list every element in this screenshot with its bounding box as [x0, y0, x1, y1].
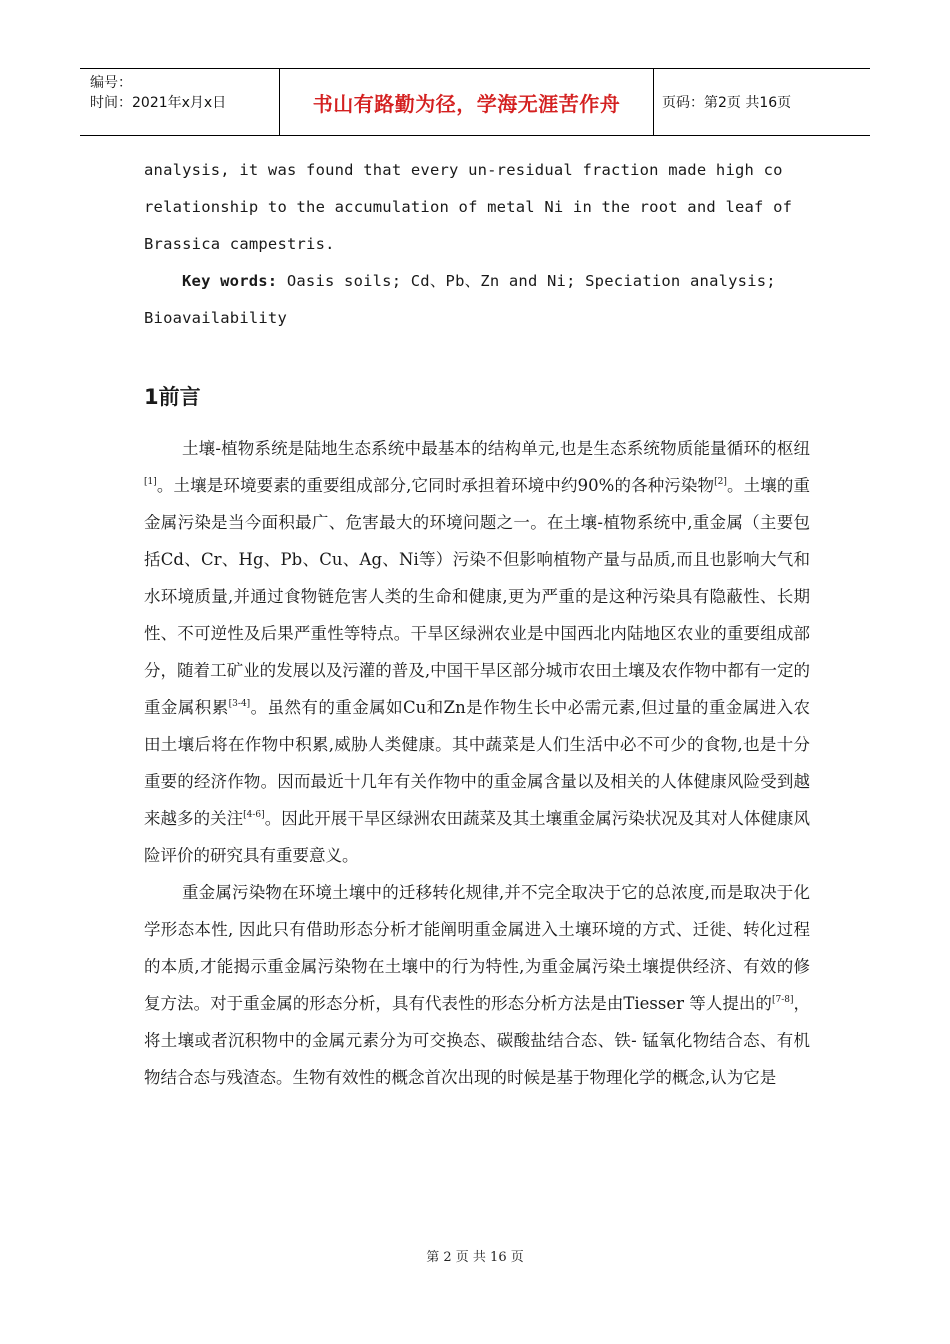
citation-2: [2] — [714, 477, 727, 487]
citation-5: [7-8] — [771, 995, 794, 1005]
page-footer: 第 2 页 共 16 页 — [426, 1250, 524, 1265]
p2-text-b: ，将土壤或者沉积物中的金属元素分为可交换态、碳酸盐结合态、铁- 锰氧化物结合态、有机物结合态与残渣态。生物有效性的概念首次出现的时候是基于物理化学的概念,认为它是 — [144, 994, 810, 1087]
abstract-line-3: Brassica campestris. — [144, 235, 335, 253]
keywords-line — [144, 263, 810, 300]
paragraph-speciation — [144, 874, 810, 1096]
header-motto: 书山有路勤为径，学海无涯苦作舟 — [280, 69, 654, 135]
header-meta — [80, 69, 280, 135]
p1-text-e: 。因此开展干旱区绿洲农田蔬菜及其土壤重金属污染状况及其对人体健康风险评价的研究具有重要意义。 — [144, 809, 811, 865]
header-number-label: 编号： — [90, 75, 132, 91]
header-date-label: 时间：2021年x月x日 — [90, 95, 227, 111]
abstract-line-1: analysis, it was found that every un-residual fraction made high co — [144, 161, 783, 179]
page-header — [80, 68, 870, 136]
abstract-line-2: relationship to the accumulation of metal Ni in the root and leaf of — [144, 198, 793, 216]
section-heading: 1前言 — [144, 385, 201, 409]
keywords-text: Oasis soils; Cd、Pb、Zn and Ni; Speciation analysis; — [277, 272, 776, 290]
citation-1: [1] — [144, 477, 157, 487]
citation-4: [4-6] — [243, 810, 265, 820]
citation-3: [3-4] — [228, 699, 251, 709]
header-page-label: 页码：第2页 共16页 — [662, 95, 792, 111]
keywords-continuation: Bioavailability — [144, 309, 287, 327]
document-body — [144, 152, 810, 1096]
p2-text-a: 重金属污染物在环境土壤中的迁移转化规律,并不完全取决于它的总浓度,而是取决于化学形态本性, 因此只有借助形态分析才能阐明重金属进入土壤环境的方式、迁徙、转化过程的本质,才能揭示重金属污染物在土壤中的行为特性,为重金属污染土壤提供经济、有效的修复方法。对于重金属的形态分析，具有代表性的形态分析方法是由Tiesser 等人提出的 — [144, 883, 810, 1013]
paragraph-intro — [144, 430, 810, 874]
p1-text-a: 土壤-植物系统是陆地生态系统中最基本的结构单元,也是生态系统物质能量循环的枢纽 — [182, 439, 810, 458]
keywords-label: Key words: — [182, 272, 278, 290]
p1-text-c: 。土壤的重金属污染是当今面积最广、危害最大的环境问题之一。在土壤-植物系统中,重金属（主要包括Cd、Cr、Hg、Pb、Cu、Ag、Ni等）污染不但影响植物产量与品质,而且也影响大气和水环境质量,并通过食物链危害人类的生命和健康,更为严重的是这种污染具有隐蔽性、长期性、不可逆性及后果严重性等特点。干旱区绿洲农业是中国西北内陆地区农业的重要组成部分，随着工矿业的发展以及污灌的普及,中国干旱区部分城市农田土壤及农作物中都有一定的重金属积累 — [144, 476, 811, 717]
p1-text-b: 。土壤是环境要素的重要组成部分,它同时承担着环境中约90%的各种污染物 — [156, 476, 715, 495]
p1-text-d: 。虽然有的重金属如Cu和Zn是作物生长中必需元素,但过量的重金属进入农田土壤后将在作物中积累,威胁人类健康。其中蔬菜是人们生活中必不可少的食物,也是十分重要的经济作物。因而最近十几年有关作物中的重金属含量以及相关的人体健康风险受到越来越多的关注 — [144, 698, 811, 828]
